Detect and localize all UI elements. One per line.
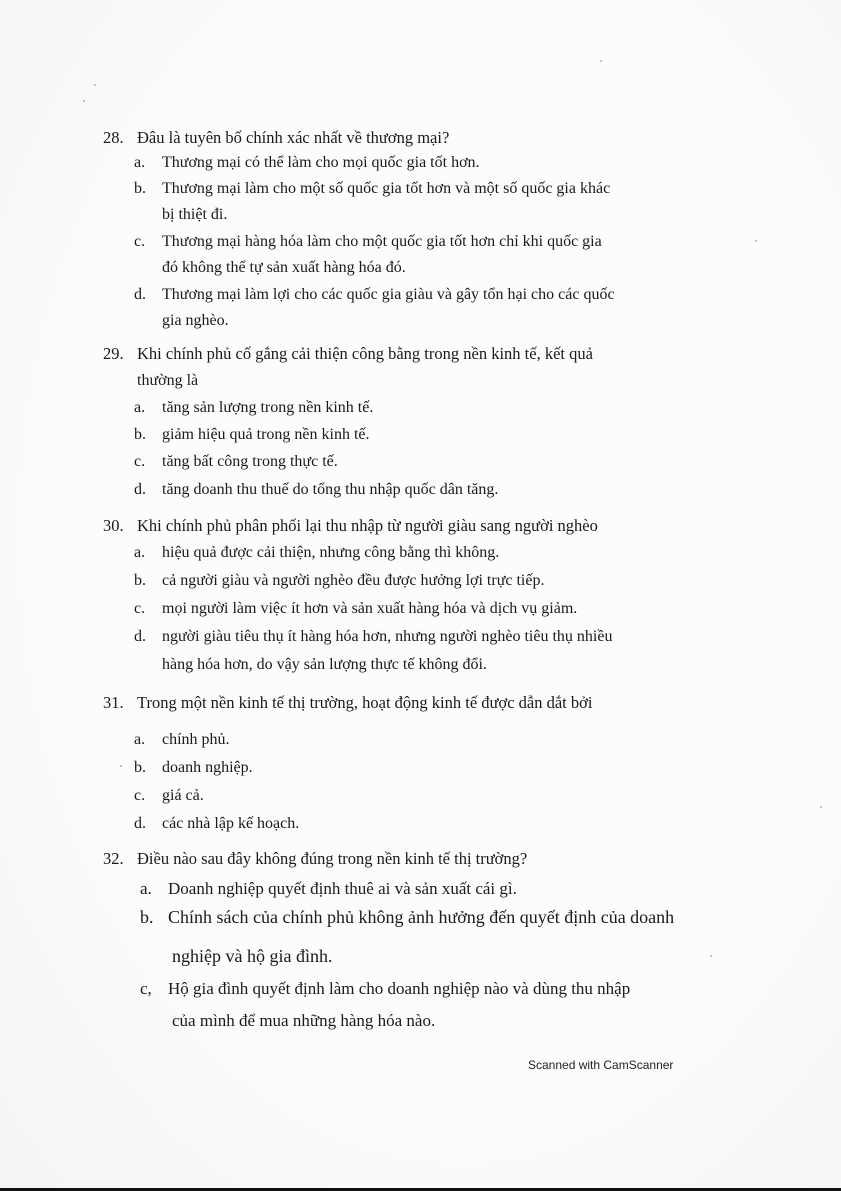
option-28b-cont: bị thiệt đi. (162, 206, 228, 223)
option-letter: a. (134, 731, 146, 748)
question-number: 32. (103, 849, 124, 868)
question-text: Đâu là tuyên bố chính xác nhất về thương mại? (137, 128, 450, 147)
option-30a (134, 543, 499, 562)
option-28d (134, 285, 615, 304)
option-text: tăng sản lượng trong nền kinh tế. (162, 399, 374, 416)
question-text: Trong một nền kinh tế thị trường, hoạt động kinh tế được dẫn dắt bởi (137, 693, 593, 712)
option-text: cả người giàu và người nghèo đều được hưởng lợi trực tiếp. (162, 572, 545, 589)
option-text: các nhà lập kế hoạch. (162, 815, 300, 832)
option-letter: c, (140, 979, 152, 998)
option-28a (134, 153, 480, 172)
option-28b (134, 179, 610, 198)
question-text: Khi chính phủ phân phối lại thu nhập từ người giàu sang người nghèo (137, 516, 598, 535)
option-text: giảm hiệu quả trong nền kinh tế. (162, 426, 370, 443)
option-text: hiệu quả được cải thiện, nhưng công bằng thì không. (162, 544, 500, 561)
option-letter: b. (134, 759, 146, 776)
option-text: Doanh nghiệp quyết định thuê ai và sản xuất cái gì. (168, 879, 517, 898)
option-29d (134, 480, 498, 499)
option-text: tăng bất công trong thực tế. (162, 453, 338, 470)
option-31b (134, 758, 253, 777)
option-30b (134, 571, 544, 590)
option-31d (134, 814, 299, 833)
option-32b (140, 907, 674, 929)
option-letter: c. (134, 453, 146, 470)
option-letter: b. (134, 180, 146, 197)
option-30d (134, 627, 612, 646)
option-letter: c. (134, 233, 146, 250)
option-letter: c. (134, 600, 146, 617)
option-28d-cont: gia nghèo. (162, 312, 229, 329)
option-text: Thương mại làm lợi cho các quốc gia giàu và gây tổn hại cho các quốc (162, 286, 615, 303)
question-text: Khi chính phủ cố gắng cải thiện công bằng trong nền kinh tế, kết quả (137, 344, 593, 363)
camscanner-watermark: Scanned with CamScanner (528, 1058, 674, 1072)
option-29a (134, 398, 373, 417)
question-29 (103, 344, 593, 364)
option-letter: d. (134, 628, 146, 645)
option-text: giá cả. (162, 787, 204, 804)
option-32a (140, 879, 517, 899)
option-30c (134, 599, 577, 618)
option-28c-cont: đó không thể tự sản xuất hàng hóa đó. (162, 259, 406, 276)
question-32 (103, 849, 527, 869)
option-letter: a. (134, 154, 146, 171)
option-letter: a. (134, 399, 146, 416)
option-letter: b. (134, 426, 146, 443)
option-text: Hộ gia đình quyết định làm cho doanh nghiệp nào và dùng thu nhập (168, 979, 631, 998)
question-30 (103, 516, 598, 536)
option-32c-cont: của mình để mua những hàng hóa nào. (172, 1011, 436, 1030)
option-text: người giàu tiêu thụ ít hàng hóa hơn, nhưng người nghèo tiêu thụ nhiều (162, 628, 613, 645)
question-number: 29. (103, 344, 124, 363)
option-text: tăng doanh thu thuế do tổng thu nhập quốc dân tăng. (162, 481, 499, 498)
option-32b-cont: nghiệp và hộ gia đình. (172, 946, 333, 966)
option-letter: d. (134, 481, 146, 498)
option-letter: b. (134, 572, 146, 589)
question-31 (103, 693, 592, 713)
option-letter: a. (140, 879, 152, 898)
option-letter: b. (140, 907, 154, 927)
option-letter: a. (134, 544, 146, 561)
option-text: Thương mại có thể làm cho mọi quốc gia tốt hơn. (162, 154, 480, 171)
option-28c (134, 232, 602, 251)
option-letter: d. (134, 286, 146, 303)
option-text: Chính sách của chính phủ không ảnh hưởng đến quyết định của doanh (168, 907, 675, 927)
option-letter: d. (134, 815, 146, 832)
option-31a (134, 730, 230, 749)
question-28 (103, 128, 449, 148)
option-text: Thương mại làm cho một số quốc gia tốt hơn và một số quốc gia khác (162, 180, 611, 197)
option-text: Thương mại hàng hóa làm cho một quốc gia tốt hơn chỉ khi quốc gia (162, 233, 602, 250)
option-text: mọi người làm việc ít hơn và sản xuất hàng hóa và dịch vụ giảm. (162, 600, 578, 617)
question-number: 30. (103, 516, 124, 535)
option-text: chính phủ. (162, 731, 230, 748)
option-text: doanh nghiệp. (162, 759, 253, 776)
option-32c (140, 979, 630, 999)
question-29-cont: thường là (137, 372, 199, 389)
option-29c (134, 452, 338, 471)
question-text: Điều nào sau đây không đúng trong nền kinh tế thị trường? (137, 849, 528, 868)
question-number: 31. (103, 693, 124, 712)
option-31c (134, 786, 204, 805)
option-29b (134, 425, 370, 444)
question-number: 28. (103, 128, 124, 147)
option-30d-cont: hàng hóa hơn, do vậy sản lượng thực tế không đổi. (162, 656, 487, 673)
option-letter: c. (134, 787, 146, 804)
